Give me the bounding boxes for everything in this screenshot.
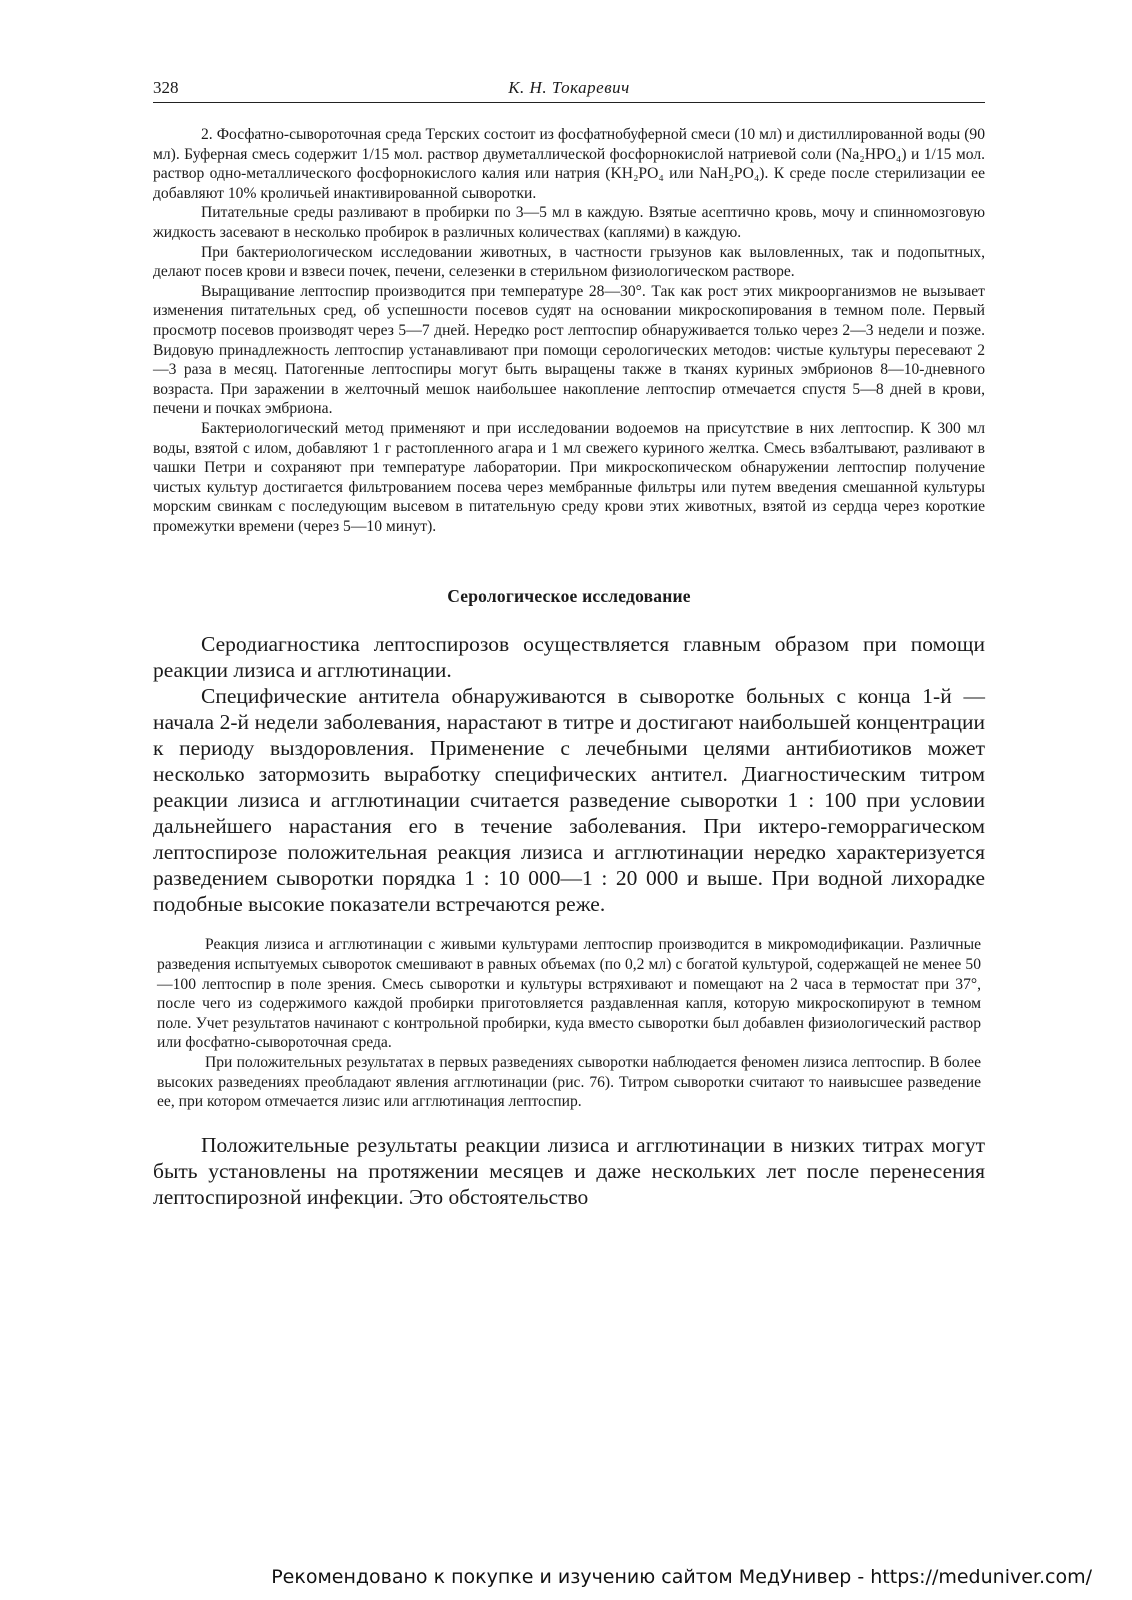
section-method-note: [153, 935, 985, 1111]
section-heading: Серологическое исследование: [447, 586, 691, 607]
book-page: [153, 76, 985, 1210]
paragraph: При бактериологическом исследовании животных, в частности грызунов как выловленных, так и подопытных, делают посев крови и взвеси почек, печени, селезенки в стерильном физиологическом растворе.: [153, 243, 985, 281]
paragraph: При положительных результатах в первых разведениях сыворотки наблюдается феномен лизиса лептоспир. В более высоких разведениях преобладают явления агглютинации (рис. 76). Титром сыворотки считают то наивысшее разведение ее, при котором отмечается лизис или агглютинация лептоспир.: [157, 1054, 981, 1111]
page-number: 328: [153, 78, 179, 97]
paragraph: Реакция лизиса и агглютинации с живыми культурами лептоспир производится в микромодификации. Различные разведения испытуемых сывороток смешивают в равных объемах (по 0,2 мл) с богатой культурой, содержащей не менее 50—100 лептоспир в поле зрения. Смесь сыворотки и культуры встряхивают и помещают на 2 часа в термостат при 37°, после чего из содержимого каждой пробирки приготовляется раздавленная капля, которую микроскопируют в темном поле. Учет результатов начинают с контрольной пробирки, куда вместо сыворотки был добавлен физиологический раствор или фосфатно-сывороточная среда.: [157, 936, 981, 1052]
footer-watermark: Рекомендовано к покупке и изучению сайтом МедУнивер - https://meduniver.com/: [271, 1566, 1092, 1588]
paragraph: Питательные среды разливают в пробирки по 3—5 мл в каждую. Взятые асептично кровь, мочу и спинномозговую жидкость засевают в несколько пробирок в различных количествах (каплями) в каждую.: [153, 204, 985, 241]
running-title: К. Н. Токаревич: [508, 78, 630, 97]
section-serodiagnostics: [153, 631, 985, 917]
paragraph: Выращивание лептоспир производится при температуре 28—30°. Так как рост этих микроорганизмов не вызывает изменения питательных сред, об успешности посевов судят на основании микроскопирования в темном поле. Первый просмотр посевов производят через 5—7 дней. Нередко рост лептоспир обнаруживается только через 2—3 недели и позже. Видовую принадлежность лептоспир устанавливают при помощи серологических методов: чистые культуры пересевают 2—3 раза в месяц. Патогенные лептоспиры могут быть выращены также в тканях куриных эмбрионов 8—10-дневного возраста. При заражении в желточный мешок наибольшее накопление лептоспир отмечается спустя 5—8 дней в крови, печени и почках эмбриона.: [153, 282, 985, 418]
paragraph: 2. Фосфатно-сывороточная среда Терских состоит из фосфатнобуферной смеси (10 мл) и дистиллированной воды (90 мл). Буферная смесь содержит 1/15 мол. раствор двуметаллической фосфорнокислой натриевой соли (Na₂HPO₄) и 1/15 мол. раствор одно-металлического фосфорнокислого калия или натрия (KH₂PO₄ или NaH₂PO₄). К среде после стерилизации ее добавляют 10% кроличьей инактивированной сыворотки.: [153, 126, 985, 202]
paragraph: Положительные результаты реакции лизиса и агглютинации в низких титрах могут быть установлены на протяжении месяцев и даже нескольких лет после перенесения лептоспирозной инфекции. Это обстоятельство: [153, 1132, 985, 1209]
paragraph: Серодиагностика лептоспирозов осуществляется главным образом при помощи реакции лизиса и агглютинации.: [153, 632, 985, 683]
section-results: [153, 1132, 985, 1210]
paragraph: Специфические антитела обнаруживаются в сыворотке больных с конца 1-й — начала 2-й недели заболевания, нарастают в титре и достигают наибольшей концентрации к периоду выздоровления. Применение с лечебными целями антибиотиков может несколько затормозить выработку специфических антител. Диагностическим титром реакции лизиса и агглютинации считается разведение сыворотки 1 : 100 при условии дальнейшего нарастания его в течение заболевания. При иктеро-геморрагическом лептоспирозе положительная реакция лизиса и агглютинации нередко характеризуется разведением сыворотки порядка 1 : 10 000—1 : 20 000 и выше. При водной лихорадке подобные высокие показатели встречаются реже.: [153, 684, 985, 917]
page-header: [153, 76, 985, 103]
paragraph: Бактериологический метод применяют и при исследовании водоемов на присутствие в них лептоспир. К 300 мл воды, взятой с илом, добавляют 1 г растопленного агара и 1 мл свежего куриного желтка. Смесь взбалтывают, разливают в чашки Петри и сохраняют при температуре лаборатории. При микроскопическом обнаружении лептоспир получение чистых культур достигается фильтрованием посева через мембранные фильтры или путем введения смешанной культуры морским свинкам с последующим высевом в питательную среду крови этих животных, взятой из сердца через короткие промежутки времени (через 5—10 минут).: [153, 419, 985, 535]
section-cultivation: [153, 125, 985, 536]
